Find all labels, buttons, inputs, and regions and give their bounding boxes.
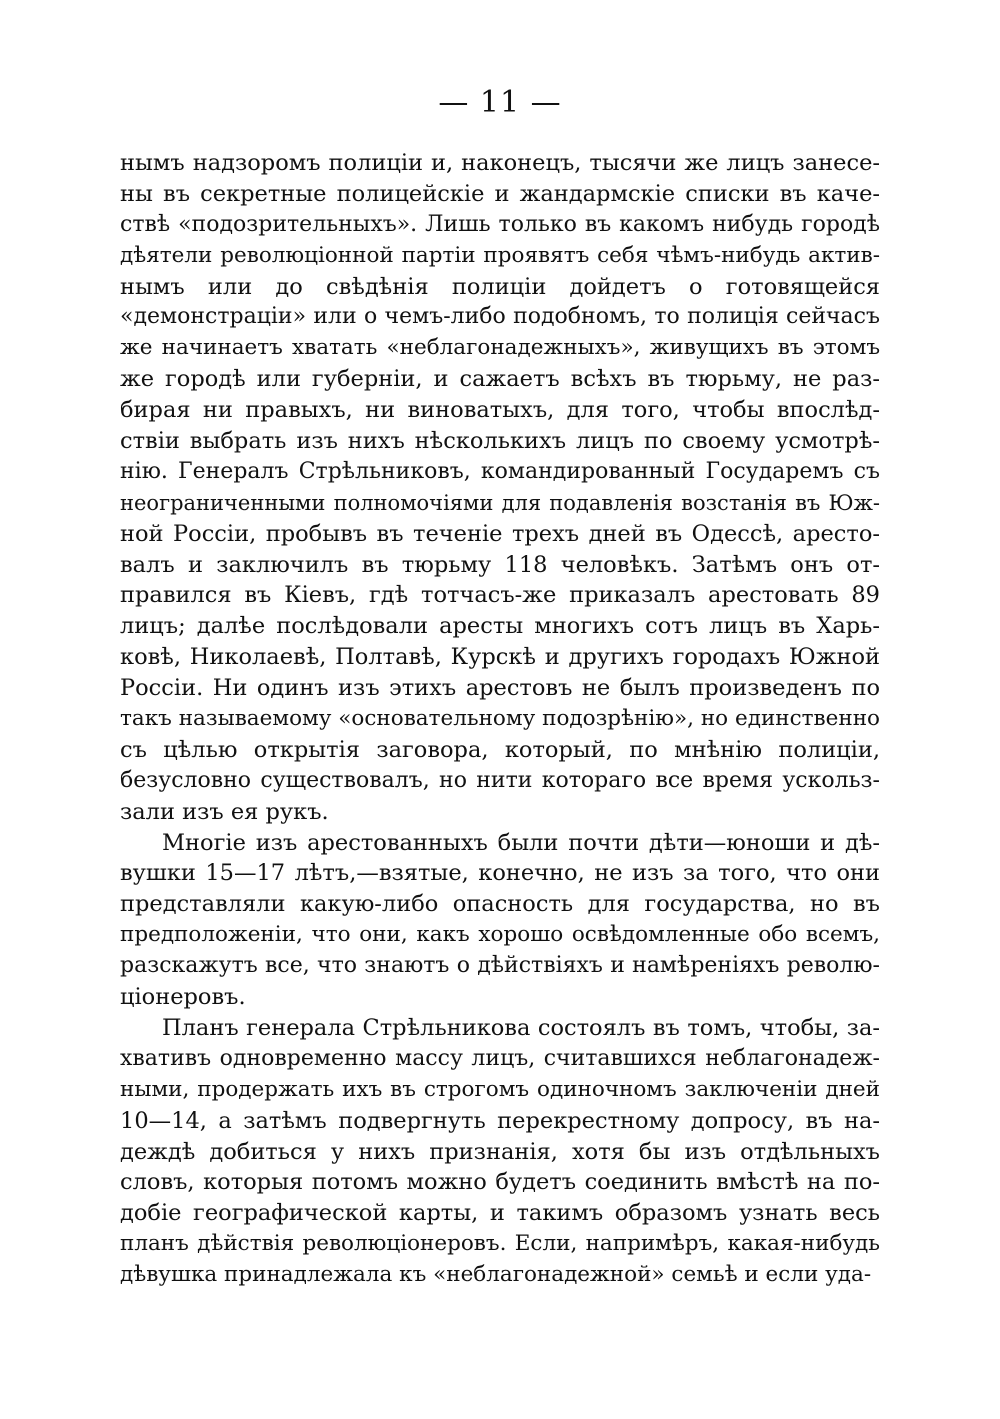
text-line: же начинаетъ хватать «неблагонадежныхъ», живущихъ въ этомъ	[120, 335, 880, 361]
text-line: валъ и заключилъ въ тюрьму 118 человѣкъ. Затѣмъ онъ от-	[120, 551, 880, 578]
text-line: зали изъ ея рукъ.	[120, 798, 329, 825]
text-line: ны въ секретные полицейскіе и жандармскіе списки въ каче-	[120, 180, 880, 207]
text-line: бирая ни правыхъ, ни виноватыхъ, для того, чтобы впослѣд-	[120, 397, 880, 424]
text-line: дѣятели революціонной партіи проявятъ себя чѣмъ-нибудь актив-	[120, 242, 880, 268]
text-line: же городѣ или губерніи, и сажаетъ всѣхъ въ тюрьму, не раз-	[120, 366, 880, 393]
text-line: ствѣ «подозрительныхъ». Лишь только въ какомъ нибудь городѣ	[120, 211, 880, 237]
paragraph	[120, 1013, 880, 1291]
text-line: такъ называемому «основательному подозрѣнію», но единственно	[120, 706, 880, 732]
text-line: лицъ; далѣе послѣдовали аресты многихъ сотъ лицъ въ Харь-	[120, 613, 880, 640]
text-line: «демонстраціи» или о чемъ-либо подобномъ, то полиція сейчасъ	[120, 304, 880, 330]
body-text	[120, 148, 880, 1291]
text-line: ковѣ, Николаевѣ, Полтавѣ, Курскѣ и другихъ городахъ Южной	[120, 644, 880, 671]
text-line: ной Россіи, пробывъ въ теченіе трехъ дней въ Одессѣ, аресто-	[120, 520, 880, 547]
text-line: нымъ или до свѣдѣнія полиціи дойдетъ о готовящейся	[120, 273, 880, 300]
text-line: деждѣ добиться у нихъ признанія, хотя бы изъ отдѣльныхъ	[120, 1138, 880, 1165]
text-line: хвативъ одновременно массу лицъ, считавшихся неблагонадеж-	[120, 1045, 880, 1071]
text-line: разскажутъ все, что знаютъ о дѣйствіяхъ и намѣреніяхъ револю-	[120, 953, 880, 979]
text-line: добіе географической карты, и такимъ образомъ узнать весь	[120, 1200, 880, 1227]
text-line: Многіе изъ арестованныхъ были почти дѣти—юноши и дѣ-	[162, 829, 880, 856]
text-line: 10—14, а затѣмъ подвергнуть перекрестному допросу, въ на-	[120, 1107, 880, 1134]
page-number: — 11 —	[438, 85, 562, 120]
text-line: безусловно существовалъ, но нити котораго все время ускольз-	[120, 767, 880, 793]
paragraph	[120, 828, 880, 1013]
text-line: съ цѣлью открытія заговора, который, по мнѣнію полиціи,	[120, 736, 880, 763]
text-line: ствіи выбрать изъ нихъ нѣсколькихъ лицъ по своему усмотрѣ-	[120, 428, 880, 455]
paragraph	[120, 148, 880, 828]
text-line: Планъ генерала Стрѣльникова состоялъ въ томъ, чтобы, за-	[162, 1014, 880, 1041]
text-line: ціонеровъ.	[120, 984, 246, 1011]
text-line: словъ, которыя потомъ можно будетъ соединить вмѣстѣ на по-	[120, 1169, 880, 1196]
text-line: вушки 15—17 лѣтъ,—взятые, конечно, не изъ за того, что они	[120, 860, 880, 887]
text-line: представляли какую-либо опасность для государства, но въ	[120, 891, 880, 918]
text-line: правился въ Кіевъ, гдѣ тотчасъ-же приказалъ арестовать 89	[120, 582, 880, 609]
text-line: предположеніи, что они, какъ хорошо освѣдомленные обо всемъ,	[120, 922, 880, 948]
text-line: дѣвушка принадлежала къ «неблагонадежной» семьѣ и если уда-	[120, 1262, 872, 1288]
text-line: Россіи. Ни одинъ изъ этихъ арестовъ не былъ произведенъ по	[120, 675, 880, 702]
text-line: нымъ надзоромъ полиціи и, наконецъ, тысячи же лицъ занесе-	[120, 150, 880, 176]
text-line: неограниченными полномочіями для подавленія возстанія въ Юж-	[120, 490, 880, 515]
text-line: планъ дѣйствія революціонеровъ. Если, напримѣръ, какая-нибудь	[120, 1231, 880, 1257]
text-line: нію. Генералъ Стрѣльниковъ, командированный Государемъ съ	[120, 458, 880, 484]
text-line: ными, продержать ихъ въ строгомъ одиночномъ заключеніи дней	[120, 1076, 880, 1102]
